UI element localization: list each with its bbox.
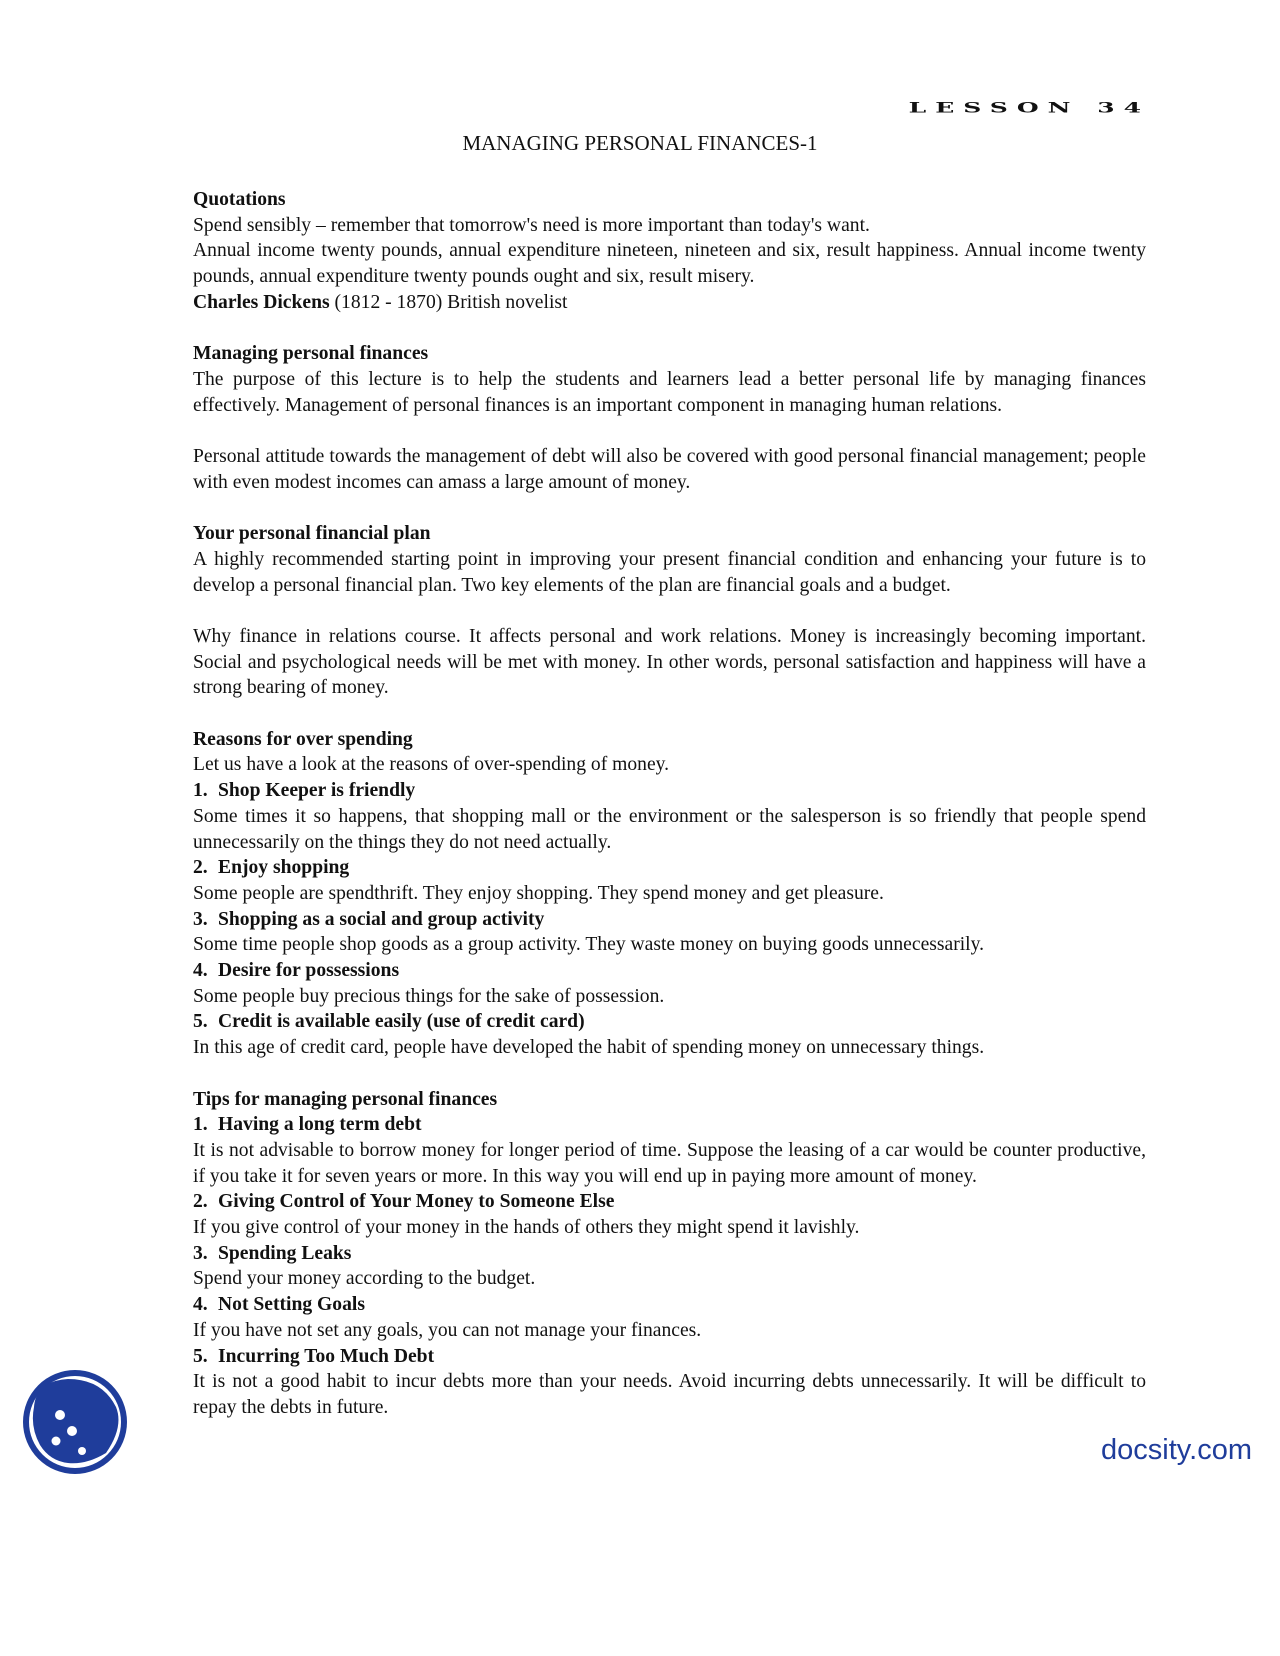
tip-item-title: 5. Incurring Too Much Debt (193, 1345, 435, 1367)
overspending-item-title: 1. Shop Keeper is friendly (193, 780, 416, 802)
overspending-item-title: 4. Desire for possessions (193, 960, 400, 982)
quotations-heading: Quotations (193, 189, 286, 210)
plan-paragraph-1: A highly recommended starting point in improving your present financial condition and enhancing your future is to develop a personal financial plan. Two key elements of the plan are financial goals and a budget. (193, 548, 1146, 596)
quote-attribution (193, 290, 1146, 316)
tip-item-text: It is not advisable to borrow money for longer period of time. Suppose the leasing of a car would be counter productive, if you take it for seven years or more. In this way you will end up in paying more amount of money. (193, 1139, 1146, 1187)
tip-item-title: 3. Spending Leaks (193, 1242, 352, 1264)
quote-paragraph: Annual income twenty pounds, annual expenditure nineteen, nineteen and six, result happiness. Annual income twenty pounds, annual expenditure twenty pounds ought and six, result misery. (193, 240, 1146, 288)
overspending-item-title: 5. Credit is available easily (use of credit card) (193, 1011, 585, 1033)
overspending-item-title: 3. Shopping as a social and group activity (193, 908, 545, 930)
docsity-brand-link[interactable]: docsity.com (1101, 1434, 1252, 1466)
tip-item-title: 2. Giving Control of Your Money to Someone Else (193, 1191, 615, 1213)
overspending-item-text: In this age of credit card, people have developed the habit of spending money on unnecessary things. (193, 1037, 985, 1059)
quote-author-info: (1812 - 1870) British novelist (329, 291, 568, 313)
overspending-item-text: Some time people shop goods as a group activity. They waste money on buying goods unnecessarily. (193, 934, 985, 956)
managing-paragraph-1: The purpose of this lecture is to help the students and learners lead a better personal life by managing finances effectively. Management of personal finances is an important component in managing human relations. (193, 368, 1146, 416)
docsity-logo-icon[interactable] (20, 1367, 130, 1477)
page-title: MANAGING PERSONAL FINANCES-1 (462, 131, 818, 155)
plan-paragraph-2: Why finance in relations course. It affects personal and work relations. Money is increasingly becoming important. Social and psychological needs will be met with money. In other words, personal satisfaction and happiness will have a strong bearing of money. (193, 625, 1146, 699)
tip-item-text: It is not a good habit to incur debts more than your needs. Avoid incurring debts unnecessarily. It will be difficult to repay the debts in future. (193, 1371, 1146, 1418)
document-body (193, 187, 1146, 1421)
overspending-item-text: Some people are spendthrift. They enjoy shopping. They spend money and get pleasure. (193, 882, 884, 904)
managing-heading: Managing personal finances (193, 343, 429, 365)
overspending-intro: Let us have a look at the reasons of over-spending of money. (193, 754, 670, 776)
tip-item-text: If you have not set any goals, you can not manage your finances. (193, 1319, 702, 1341)
overspending-heading: Reasons for over spending (193, 728, 413, 750)
tip-item-text: Spend your money according to the budget. (193, 1268, 536, 1290)
overspending-item-text: Some times it so happens, that shopping mall or the environment or the salesperson is so friendly that people spend unnecessarily on the things they do not need actually. (193, 805, 1146, 853)
tip-item-text: If you give control of your money in the hands of others they might spend it lavishly. (193, 1217, 860, 1239)
tip-item-title: 1. Having a long term debt (193, 1114, 422, 1136)
tips-heading: Tips for managing personal finances (193, 1088, 498, 1110)
quote-line: Spend sensibly – remember that tomorrow's need is more important than today's want. (193, 214, 870, 236)
overspending-item-title: 2. Enjoy shopping (193, 857, 350, 879)
quote-author: Charles Dickens (193, 291, 330, 313)
lesson-number-tag: LESSON 34 (908, 100, 1150, 116)
managing-paragraph-2: Personal attitude towards the management of debt will also be covered with good personal financial management; people with even modest incomes can amass a large amount of money. (193, 446, 1146, 493)
overspending-item-text: Some people buy precious things for the sake of possession. (193, 985, 665, 1007)
tip-item-title: 4. Not Setting Goals (193, 1294, 365, 1316)
plan-heading: Your personal financial plan (193, 523, 431, 545)
